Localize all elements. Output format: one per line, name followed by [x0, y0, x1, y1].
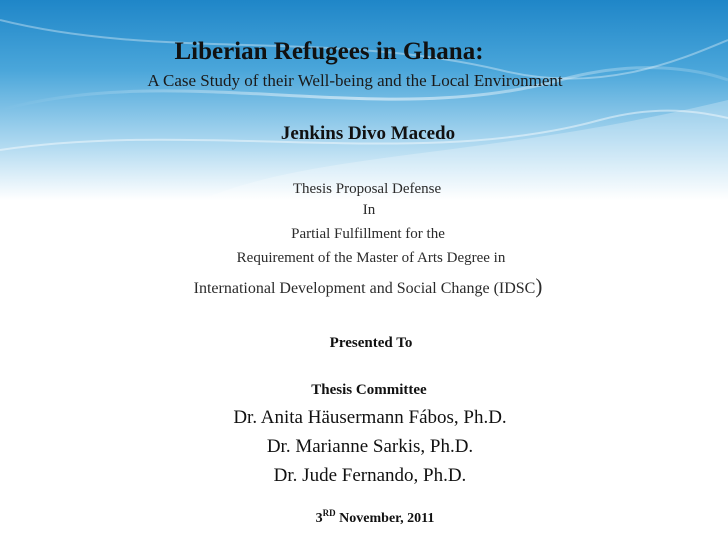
committee-member: Dr. Jude Fernando, Ph.D.: [273, 465, 467, 486]
proposal-line-2: In: [362, 202, 376, 218]
author-name: Jenkins Divo Macedo: [280, 123, 456, 144]
banner-background: [0, 0, 728, 200]
date-rest: November, 2011: [335, 511, 435, 526]
presentation-date: [11, 509, 728, 526]
proposal-line-5-paren: ): [535, 274, 543, 298]
proposal-line-5: [4, 276, 728, 297]
date-suffix: RD: [322, 508, 336, 518]
committee-member: Dr. Marianne Sarkis, Ph.D.: [266, 436, 474, 457]
presented-to-heading: Presented To: [329, 335, 413, 351]
proposal-line-4: Requirement of the Master of Arts Degree in: [236, 250, 506, 266]
slide-title: Liberian Refugees in Ghana:: [174, 38, 484, 65]
proposal-line-3: Partial Fulfillment for the: [291, 226, 445, 242]
proposal-line-5-text: International Development and Social Change (IDSC: [193, 280, 536, 297]
committee-heading: Thesis Committee: [311, 382, 427, 398]
date-day: 3: [315, 511, 323, 526]
proposal-line-1: Thesis Proposal Defense: [292, 181, 442, 197]
committee-member: Dr. Anita Häusermann Fábos, Ph.D.: [233, 407, 507, 428]
slide-subtitle: A Case Study of their Well-being and the Local Environment: [147, 71, 563, 90]
